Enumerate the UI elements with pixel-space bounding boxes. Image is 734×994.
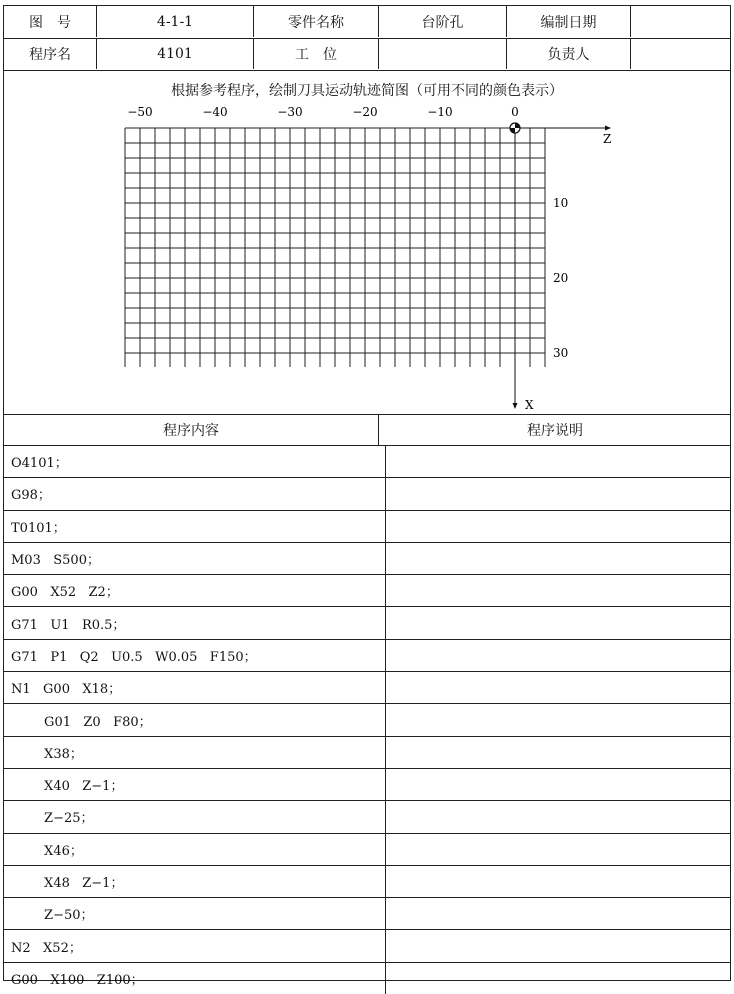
col-program-content: 程序内容	[4, 414, 379, 445]
program-line: X40 Z−1；	[4, 769, 386, 800]
station-value	[379, 38, 507, 69]
program-name-value: 4101	[97, 38, 254, 69]
program-line: Z−25；	[4, 801, 386, 832]
program-note[interactable]	[379, 640, 731, 671]
table-row	[4, 769, 730, 801]
table-row	[4, 801, 730, 833]
program-line: G01 Z0 F80；	[4, 704, 386, 735]
drawing-no-label: 图 号	[4, 6, 97, 37]
z-tick-label: −20	[352, 105, 378, 119]
program-note[interactable]	[379, 672, 731, 703]
program-note[interactable]	[379, 769, 731, 800]
program-line: G00 X100 Z100；	[4, 963, 386, 994]
x-tick-label: 10	[553, 196, 569, 210]
chart-title: 根据参考程序，绘制刀具运动轨迹简图（可用不同的颜色表示）	[171, 83, 563, 99]
program-line: N1 G00 X18；	[4, 672, 386, 703]
table-row	[4, 737, 730, 769]
program-note[interactable]	[379, 478, 731, 509]
owner-label: 负责人	[507, 38, 631, 69]
program-note[interactable]	[379, 930, 731, 961]
program-line: Z−50；	[4, 898, 386, 929]
z-tick-label: −50	[127, 105, 153, 119]
program-note[interactable]	[379, 543, 731, 574]
x-axis-label: X	[525, 398, 534, 412]
program-note[interactable]	[379, 737, 731, 768]
date-label: 编制日期	[507, 6, 631, 37]
program-line: M03 S500；	[4, 543, 386, 574]
program-note[interactable]	[379, 607, 731, 638]
table-row	[4, 478, 730, 510]
col-program-notes: 程序说明	[527, 422, 583, 439]
z-axis-arrow	[605, 126, 611, 131]
program-note[interactable]	[379, 446, 731, 477]
program-line: G71 P1 Q2 U0.5 W0.05 F150；	[4, 640, 386, 671]
program-note[interactable]	[379, 963, 731, 994]
program-line: G00 X52 Z2；	[4, 575, 386, 606]
program-note[interactable]	[379, 704, 731, 735]
program-line: X46；	[4, 834, 386, 865]
program-note[interactable]	[379, 898, 731, 929]
program-line: O4101；	[4, 446, 386, 477]
program-line: X48 Z−1；	[4, 866, 386, 897]
table-row	[4, 575, 730, 607]
trajectory-chart-area	[4, 70, 730, 415]
part-name-value: 台阶孔	[379, 6, 507, 37]
origin-marker-fill-1	[515, 123, 520, 128]
table-row	[4, 834, 730, 866]
z-axis-label: Z	[603, 132, 612, 146]
table-row	[4, 672, 730, 704]
trajectory-grid	[4, 70, 730, 414]
x-tick-label: 30	[553, 346, 569, 360]
header-row-2	[4, 38, 730, 71]
date-value	[631, 6, 731, 37]
program-note[interactable]	[379, 575, 731, 606]
program-rows	[4, 446, 730, 994]
table-row	[4, 607, 730, 639]
program-line: X38；	[4, 737, 386, 768]
program-sheet	[3, 5, 731, 988]
program-note[interactable]	[379, 866, 731, 897]
table-row	[4, 543, 730, 575]
table-row	[4, 511, 730, 543]
z-tick-label: −10	[427, 105, 453, 119]
table-header	[4, 414, 730, 446]
drawing-no-value: 4-1-1	[97, 6, 254, 37]
table-row	[4, 866, 730, 898]
program-note[interactable]	[379, 511, 731, 542]
program-line: T0101；	[4, 511, 386, 542]
program-note[interactable]	[379, 834, 731, 865]
x-tick-label: 20	[553, 271, 569, 285]
z-tick-label: −30	[277, 105, 303, 119]
program-line: G71 U1 R0.5；	[4, 607, 386, 638]
part-name-label: 零件名称	[254, 6, 379, 37]
z-tick-label: −40	[202, 105, 228, 119]
z-tick-label: 0	[511, 105, 519, 119]
station-label: 工 位	[254, 38, 379, 69]
table-row	[4, 930, 730, 962]
program-name-label: 程序名	[4, 38, 97, 69]
table-row	[4, 640, 730, 672]
owner-value	[631, 38, 731, 69]
table-row	[4, 963, 730, 994]
program-line: G98；	[4, 478, 386, 509]
x-axis-arrow	[513, 403, 518, 409]
origin-marker-fill-2	[510, 128, 515, 133]
table-row	[4, 446, 730, 478]
table-row	[4, 704, 730, 736]
program-line: N2 X52；	[4, 930, 386, 961]
table-row	[4, 898, 730, 930]
header-row-1	[4, 6, 730, 39]
program-note[interactable]	[379, 801, 731, 832]
